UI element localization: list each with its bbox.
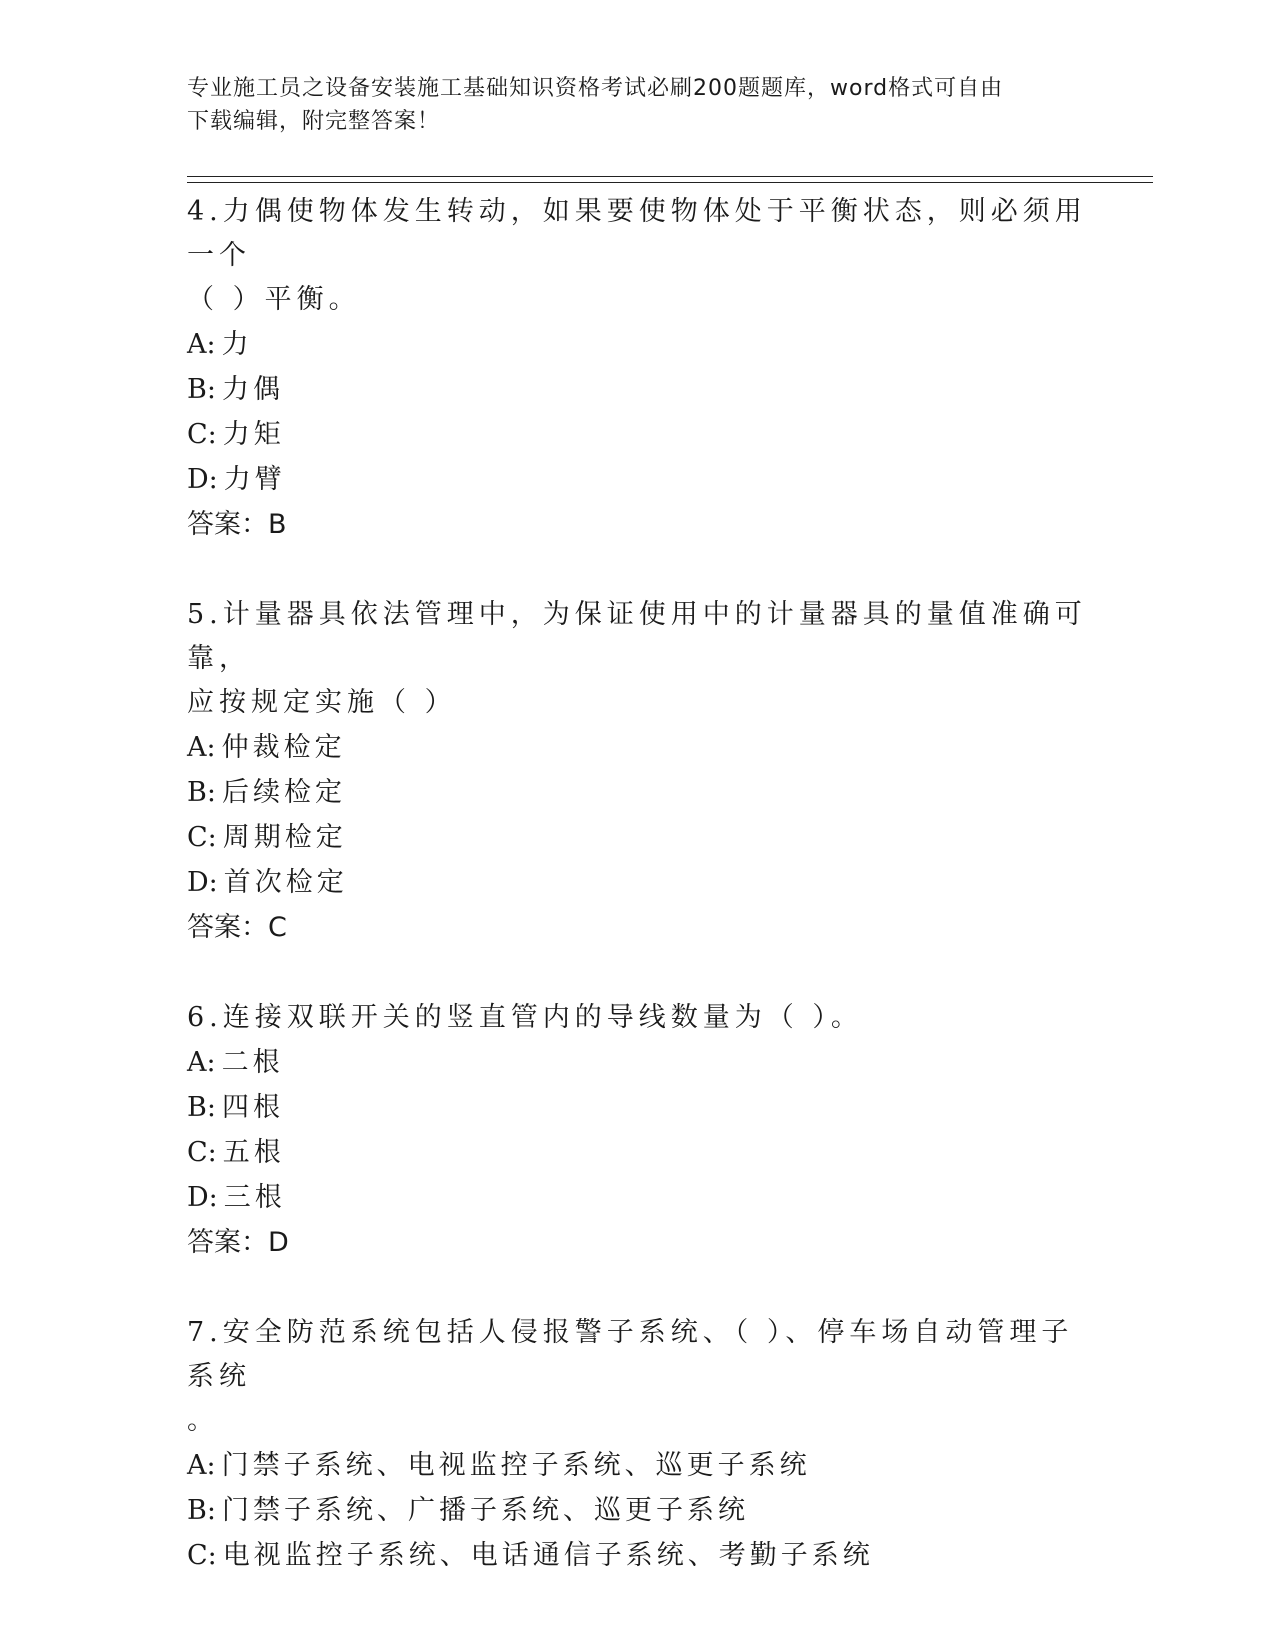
question-stem: [187, 1311, 1087, 1443]
question-stem-line: 4.力偶使物体发生转动，如果要使物体处于平衡状态，则必须用一个: [187, 196, 1087, 271]
option-text: 首次检定: [223, 867, 348, 898]
option-b: [187, 770, 1087, 815]
option-a: [187, 1040, 1087, 1085]
option-letter: D:: [187, 464, 218, 495]
option-text: 力臂: [223, 464, 286, 495]
question-stem-line: （ ）平衡。: [187, 284, 361, 315]
option-text: 电视监控子系统、电话通信子系统、考勤子系统: [222, 1540, 874, 1571]
option-letter: C:: [187, 822, 217, 853]
option-text: 门禁子系统、广播子系统、巡更子系统: [221, 1495, 749, 1526]
option-d: [187, 457, 1087, 502]
option-text: 力偶: [221, 374, 284, 405]
header-divider-top: [187, 176, 1153, 177]
document-header: [187, 72, 1067, 138]
option-c: [187, 412, 1087, 457]
option-letter: C:: [187, 419, 217, 450]
option-letter: A:: [187, 1047, 216, 1078]
question-list: [187, 190, 1087, 1624]
option-text: 三根: [223, 1182, 286, 1213]
question-4: [187, 190, 1087, 547]
option-d: [187, 1175, 1087, 1220]
question-stem-line: 5.计量器具依法管理中，为保证使用中的计量器具的量值准确可靠，: [187, 599, 1087, 674]
question-5: [187, 593, 1087, 950]
option-letter: B:: [187, 1495, 216, 1526]
header-divider-bottom: [187, 182, 1153, 183]
option-a: [187, 725, 1087, 770]
option-text: 后续检定: [221, 777, 346, 808]
answer: 答案：B: [187, 509, 287, 540]
option-letter: C:: [187, 1540, 217, 1571]
answer: 答案：C: [187, 912, 287, 943]
question-stem-line: 7.安全防范系统包括人侵报警子系统、（ ）、停车场自动管理子系统: [187, 1317, 1074, 1392]
option-text: 二根: [221, 1047, 284, 1078]
option-text: 力矩: [222, 419, 285, 450]
option-letter: B:: [187, 777, 216, 808]
option-letter: D:: [187, 1182, 218, 1213]
answer: 答案：D: [187, 1227, 289, 1258]
option-letter: C:: [187, 1137, 217, 1168]
question-6: [187, 996, 1087, 1265]
question-stem-line: 6.连接双联开关的竖直管内的导线数量为（ ）。: [187, 1002, 863, 1033]
option-c: [187, 1533, 1087, 1578]
question-stem: [187, 593, 1087, 725]
option-letter: A:: [187, 732, 216, 763]
option-c: [187, 1130, 1087, 1175]
question-7: [187, 1311, 1087, 1578]
option-letter: A:: [187, 329, 216, 360]
option-letter: A:: [187, 1450, 216, 1481]
option-d: [187, 860, 1087, 905]
question-stem-line: 应按规定实施（ ）: [187, 687, 457, 718]
option-a: [187, 1443, 1087, 1488]
option-letter: B:: [187, 374, 216, 405]
option-letter: B:: [187, 1092, 216, 1123]
option-text: 周期检定: [222, 822, 347, 853]
question-stem: [187, 190, 1087, 322]
option-b: [187, 1085, 1087, 1130]
option-text: 五根: [222, 1137, 285, 1168]
option-b: [187, 1488, 1087, 1533]
question-stem-line: 。: [187, 1405, 219, 1436]
question-stem: [187, 996, 1087, 1040]
option-c: [187, 815, 1087, 860]
option-text: 四根: [221, 1092, 284, 1123]
option-letter: D:: [187, 867, 218, 898]
option-text: 仲裁检定: [221, 732, 346, 763]
header-line-1: 专业施工员之设备安装施工基础知识资格考试必刷200题题库，word格式可自由: [187, 76, 1004, 101]
option-a: [187, 322, 1087, 367]
option-text: 力: [221, 329, 253, 360]
option-b: [187, 367, 1087, 412]
header-line-2: 下载编辑，附完整答案！: [187, 109, 441, 134]
option-text: 门禁子系统、电视监控子系统、巡更子系统: [221, 1450, 811, 1481]
